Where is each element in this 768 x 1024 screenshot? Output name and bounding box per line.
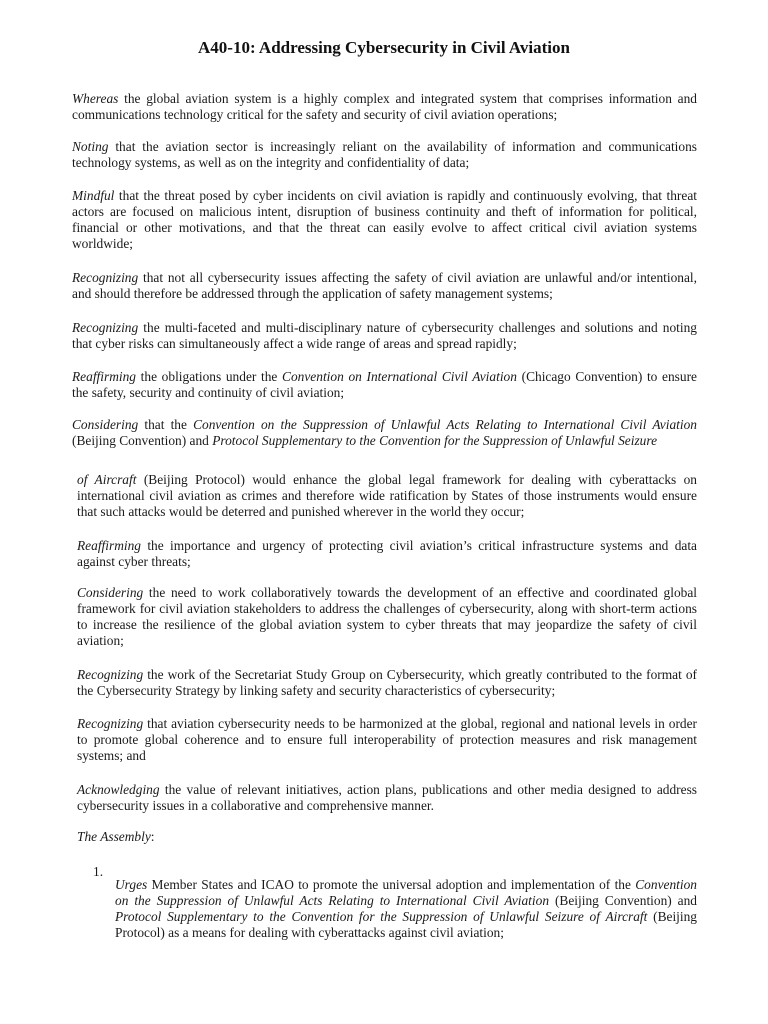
resolution-text: [115, 877, 697, 941]
resolution-body: (Beijing Protocol) as a means for dealing with cyberattacks against civil aviation;: [115, 909, 698, 941]
paragraph-lead: Recognizing: [72, 320, 139, 335]
preamble-paragraph: [77, 667, 697, 699]
paragraph-body: that the threat posed by cyber incidents on civil aviation is rapidly and continuously evolving, that threat actors are focused on malicious intent, disruption of business continuity and theft of information for political, financial or other motivations, and that the threat can easily evolve to affect critical civil aviation systems worldwide;: [72, 188, 697, 251]
paragraph-body: that not all cybersecurity issues affecting the safety of civil aviation are unlawful and/or intentional, and should therefore be addressed through the application of safety management systems;: [72, 270, 697, 301]
paragraph-lead: Reaffirming: [77, 538, 141, 553]
preamble-paragraph: [77, 538, 697, 570]
paragraph-lead: Noting: [72, 139, 109, 154]
protocol-reference: of Aircraft: [77, 472, 137, 487]
assembly-colon: :: [150, 829, 155, 844]
paragraph-lead: Mindful: [72, 188, 115, 203]
preamble-paragraph: [72, 139, 697, 171]
paragraph-body: that aviation cybersecurity needs to be harmonized at the global, regional and national levels in order to promote global coherence and to ensure full interoperability of protection measures and risk management systems; and: [77, 716, 697, 763]
preamble-paragraph: [72, 91, 697, 123]
preamble-paragraph: [77, 472, 697, 520]
convention-reference: Convention on International Civil Aviation: [282, 369, 517, 384]
paragraph-body: the obligations under the: [135, 369, 283, 384]
paragraph-body: that the aviation sector is increasingly reliant on the availability of information and communications technology systems, as well as on the integrity and confidentiality of data;: [72, 139, 697, 170]
paragraph-body: (Beijing Protocol) would enhance the global legal framework for dealing with cyberattacks on international civil aviation as crimes and therefore wide ratification by States of those instruments would ensure that such attacks would be deterred and punished wherever in the world they occur;: [77, 472, 697, 519]
convention-reference: Convention on the Suppression of Unlawful Acts Relating to International Civil Aviation: [193, 417, 697, 432]
paragraph-lead: Considering: [72, 417, 139, 432]
convention-reference: Convention on the Suppression of Unlawful Acts Relating to International Civil Aviation: [115, 877, 697, 909]
paragraph-lead: Recognizing: [77, 716, 144, 731]
paragraph-body: the importance and urgency of protecting civil aviation’s critical infrastructure systems and data against cyber threats;: [77, 538, 697, 569]
paragraph-body: the value of relevant initiatives, action plans, publications and other media designed to address cybersecurity issues in a collaborative and comprehensive manner.: [77, 782, 697, 813]
resolution-lead: Urges: [115, 877, 148, 893]
protocol-reference: Protocol Supplementary to the Convention for the Suppression of Unlawful Seizure of Aircraft: [115, 909, 648, 925]
preamble-paragraph: [72, 320, 697, 352]
paragraph-lead: Acknowledging: [77, 782, 160, 797]
paragraph-body: that the: [138, 417, 194, 432]
preamble-paragraph: [72, 369, 697, 401]
paragraph-body: the multi-faceted and multi-disciplinary nature of cybersecurity challenges and solutions and noting that cyber risks can simultaneously affect a wide range of areas and spread rapidly;: [72, 320, 697, 351]
paragraph-body: (Beijing Convention) and: [72, 433, 213, 448]
assembly-heading: [77, 829, 155, 845]
paragraph-lead: Recognizing: [77, 667, 144, 682]
assembly-label: The Assembly: [77, 829, 151, 844]
paragraph-lead: Whereas: [72, 91, 119, 106]
preamble-paragraph: [72, 270, 697, 302]
paragraph-body: the global aviation system is a highly complex and integrated system that comprises information and communications technology critical for the safety and security of civil aviation operations;: [72, 91, 697, 122]
resolution-body: Member States and ICAO to promote the universal adoption and implementation of the: [147, 877, 636, 893]
preamble-paragraph: [72, 417, 697, 449]
preamble-paragraph: [77, 716, 697, 764]
paragraph-lead: Considering: [77, 585, 144, 600]
paragraph-body: the work of the Secretariat Study Group on Cybersecurity, which greatly contributed to the format of the Cybersecurity Strategy by linking safety and security characteristics of cybersecurity;: [77, 667, 697, 698]
paragraph-lead: Recognizing: [72, 270, 139, 285]
preamble-paragraph: [72, 188, 697, 252]
paragraph-body: (Chicago Convention) to ensure the safety, security and continuity of civil aviation;: [72, 369, 697, 400]
resolution-body: (Beijing Convention) and: [549, 893, 698, 909]
preamble-paragraph: [77, 782, 697, 814]
resolution-number: 1.: [93, 864, 104, 879]
protocol-reference: Protocol Supplementary to the Convention for the Suppression of Unlawful Seizure: [212, 433, 658, 448]
paragraph-body: the need to work collaboratively towards the development of an effective and coordinated global framework for civil aviation stakeholders to address the challenges of cybersecurity, along with short-term actions to increase the resilience of the global aviation system to cyber threats that may jeopardize the safety of civil aviation;: [77, 585, 697, 648]
preamble-paragraph: [77, 585, 697, 649]
paragraph-lead: Reaffirming: [72, 369, 136, 384]
page-title: A40-10: Addressing Cybersecurity in Civil Aviation: [198, 38, 570, 57]
